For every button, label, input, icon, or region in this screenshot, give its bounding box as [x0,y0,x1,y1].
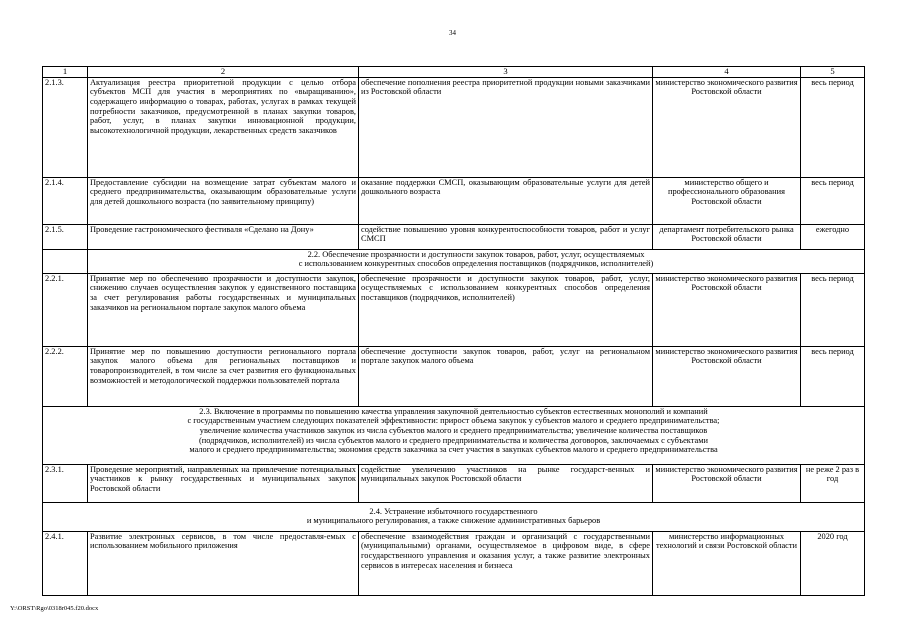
row-executor: министерство общего и профессионального образования Ростовской области [653,177,801,224]
row-measure: Проведение мероприятий, направленных на привлечение потенциальных участников к рынку государственных и муниципальных закупок Ростовской области [88,464,359,502]
section-heading-line: малого и среднего предпринимательства; экономия средств заказчика за счет участия в закупках субъектов малого и среднего предпринимательства [189,445,718,455]
column-header-3: 3 [359,67,653,78]
row-number: 2.2.2. [43,346,88,406]
row-executor: департамент потребительского рынка Ростовской области [653,224,801,249]
column-header-5: 5 [801,67,865,78]
table-row [43,346,865,406]
section-heading-line: 2.4. Устранение избыточного государственного [369,506,538,516]
page-number: 34 [449,29,456,37]
section-heading-row [43,249,865,273]
row-measure: Принятие мер по повышению доступности регионального портала закупок малого объема для региональных поставщиков и товаропроизводителей, в том числе за счет развития его функциональных возможностей и методологической поддержки пользователей портала [88,346,359,406]
row-measure: Развитие электронных сервисов, в том числе предоставля-емых с использованием мобильного приложения [88,531,359,595]
section-heading-line: 2.2. Обеспечение прозрачности и доступности закупок товаров, работ, услуг, осуществляемых [307,249,645,259]
row-number: 2.1.5. [43,224,88,249]
row-executor: министерство экономического развития Ростовской области [653,77,801,177]
row-result: обеспечение прозрачности и доступности закупок товаров, работ, услуг, осуществляемых с использованием конкурентных способов определения поставщиков (подрядчиков, исполнителей) [359,273,653,346]
row-executor: министерство экономического развития Ростовской области [653,273,801,346]
row-number: 2.3.1. [43,464,88,502]
plan-table [42,66,865,596]
table-row [43,77,865,177]
table-row [43,464,865,502]
section-heading-row [43,406,865,464]
column-header-4: 4 [653,67,801,78]
row-number: 2.1.4. [43,177,88,224]
section-heading-line: с государственным участием следующих показателей эффективности: прирост объема закупок у субъектов малого и среднего предпринимательства; [187,416,720,426]
column-header-2: 2 [88,67,359,78]
footer-file-path: Y:\ORST\Rgo\0318r045.f20.docx [10,605,99,612]
row-term: весь период [801,77,865,177]
row-executor: министерство экономического развития Ростовской области [653,346,801,406]
section-heading-row [43,502,865,531]
row-measure: Актуализация реестра приоритетной продукции с целью отбора субъектов МСП для участия в мероприятиях по «выращиванию», содержащего информацию о товарах, работах, услугах в рамках текущей потребности заказчиков, предусмотренной в планах закупки товаров, работ, услуг, в планах закупки инновационной продукции, высокотехнологичной продукции, лекарственных средств заказчиков [88,77,359,177]
row-result: оказание поддержки СМСП, оказывающим образовательные услуги для детей дошкольного возраста [359,177,653,224]
row-measure: Принятие мер по обеспечению прозрачности и доступности закупок, снижению случаев осуществления закупок у единственного поставщика за счет регулирования работы государственных и муниципальных заказчиков на региональном портале закупок малого объема [88,273,359,346]
row-result: обеспечение взаимодействия граждан и организаций с государственными (муниципальными) органами, осуществляемое в цифровом виде, в сфере государственного управления и оказания услуг, а также развитие электронных сервисов в интересах населения и бизнеса [359,531,653,595]
row-executor: министерство информационных технологий и связи Ростовской области [653,531,801,595]
table-header-row [43,67,865,78]
row-number: 2.2.1. [43,273,88,346]
row-term: весь период [801,346,865,406]
section-heading-line: и муниципального регулирования, а также снижение административных барьеров [306,516,601,526]
row-term: ежегодно [801,224,865,249]
row-executor: министерство экономического развития Ростовской области [653,464,801,502]
table-row [43,224,865,249]
row-term: 2020 год [801,531,865,595]
row-measure: Проведение гастрономического фестиваля «Сделано на Дону» [88,224,359,249]
section-heading-line: 2.3. Включение в программы по повышению качества управления закупочной деятельностью субъектов естественных монополий и компаний [199,406,708,416]
row-result: обеспечение доступности закупок товаров, работ, услуг на региональном портале закупок малого объема [359,346,653,406]
column-header-1: 1 [43,67,88,78]
row-number: 2.1.3. [43,77,88,177]
table-row [43,177,865,224]
section-heading-2-2 [88,249,865,273]
row-term: весь период [801,177,865,224]
row-number: 2.4.1. [43,531,88,595]
row-result: обеспечение пополнения реестра приоритетной продукции новыми заказчиками из Ростовской области [359,77,653,177]
row-result: содействие повышению уровня конкурентоспособности товаров, работ и услуг СМСП [359,224,653,249]
row-measure: Предоставление субсидии на возмещение затрат субъектам малого и среднего предпринимательства, оказывающим образовательные услуги для детей дошкольного возраста (по заявительному принципу) [88,177,359,224]
row-term: весь период [801,273,865,346]
table-row [43,273,865,346]
section-heading-line: увеличение количества участников закупок из числа субъектов малого и среднего предпринимательства; увеличение количества поставщиков [199,426,708,435]
row-result: содействие увеличению участников на рынке государст-венных и муниципальных закупок Ростовской области [359,464,653,502]
section-heading-line: с использованием конкурентных способов определения поставщиков (подрядчиков, исполнителей) [298,259,654,269]
section-heading-2-4 [43,502,865,531]
row-term: не реже 2 раз в год [801,464,865,502]
table-row [43,531,865,595]
section-heading-line: (подрядчиков, исполнителей) из числа субъектов малого и среднего предпринимательства и количества договоров, заключаемых с субъектами [198,435,709,445]
section-heading-2-3 [43,406,865,464]
